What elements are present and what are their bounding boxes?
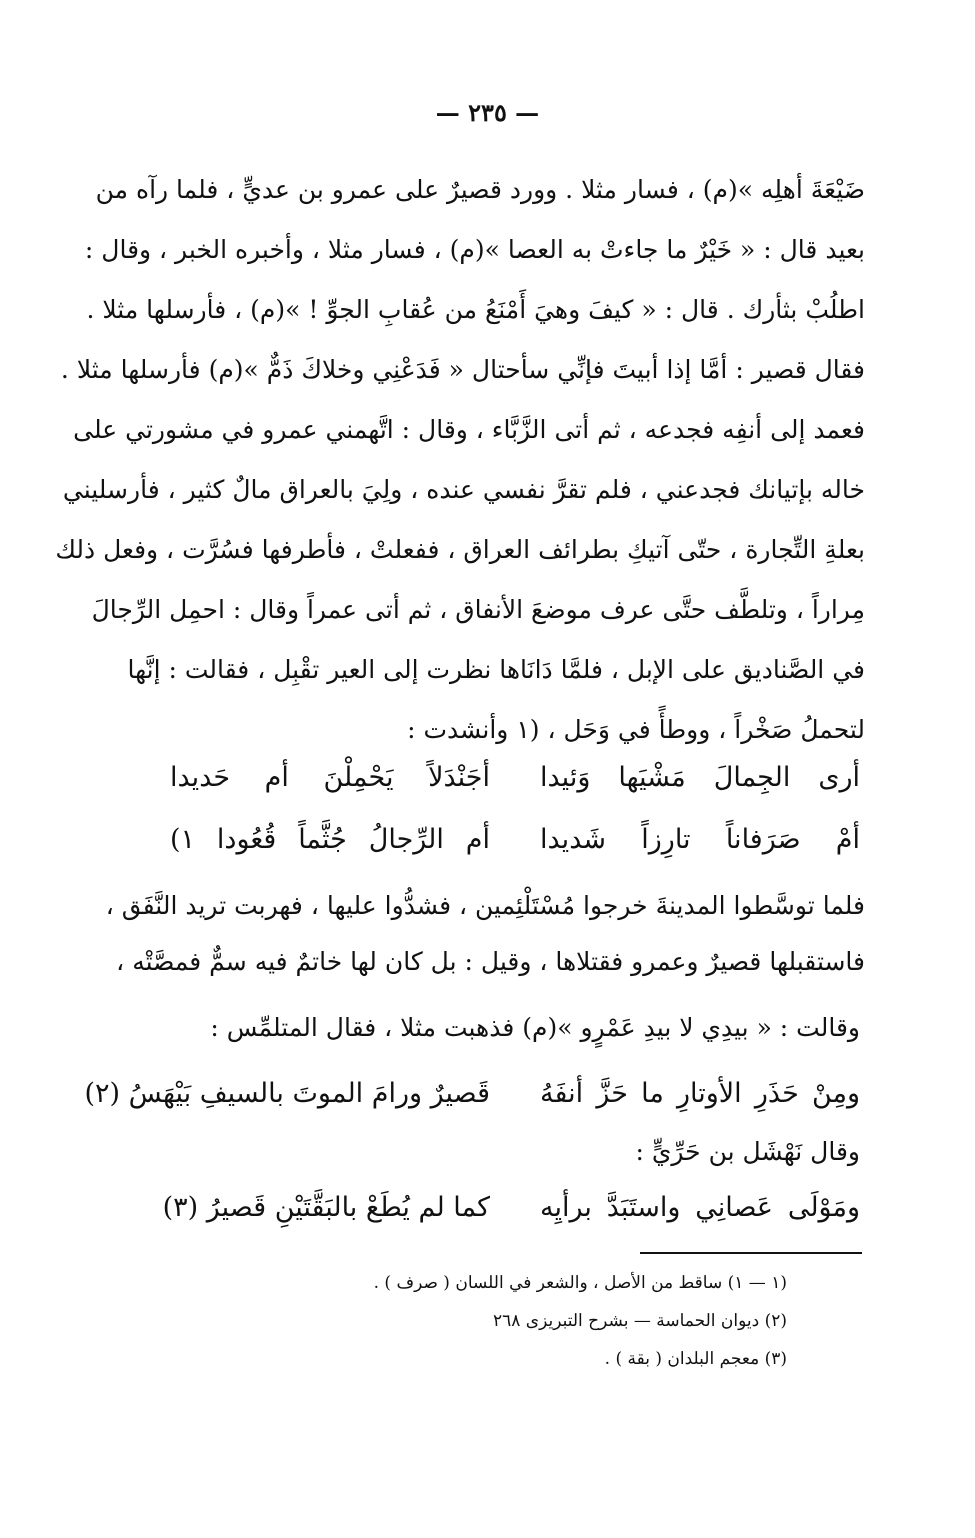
verse-line — [170, 812, 860, 868]
verse-hemistich-second: أجَنْدَلاً يَحْمِلْنَ أم حَديدا — [170, 762, 490, 793]
footnote-divider — [640, 1252, 862, 1254]
verse-hemistich-second: كما لم يُطَعْ بالبَقَّتَيْنِ قَصيرُ (٣) — [162, 1192, 490, 1223]
text-line: مِراراً ، وتلطَّف حتَّى عرف موضعَ الأنفاق ، ثم أتى عمراً وقال : احمِل الرِّجالَ — [91, 595, 865, 624]
verse-hemistich-first: أرى الجِمالَ مَشْيَها وَئيدا — [540, 762, 860, 793]
verse-line — [162, 1180, 860, 1236]
text-line: لتحملُ صَخْراً ، ووطأً في وَحَل ، (١ وأنشدت : — [407, 715, 865, 744]
text-line: وقال نَهْشَل بن حَرِّيٍّ : — [635, 1137, 860, 1166]
text-line: بعلةِ التِّجارة ، حتّى آتيكِ بطرائف العراق ، ففعلتْ ، فأطرفها فسُرَّت ، وفعل ذلك — [55, 535, 865, 564]
text-line: وقالت : « بيدِي لا بيدِ عَمْرٍو »(م) فذهبت مثلا ، فقال المتلمِّس : — [210, 1013, 860, 1042]
text-line: في الصَّناديق على الإبل ، فلمَّا دَانَاها نظرت إلى العير تقْبِل ، فقالت : إنَّها — [127, 655, 865, 684]
verse-hemistich-second: أم الرِّجالُ جُثَّماً قُعُودا ١) — [170, 824, 490, 855]
footnote-item: (١ — ١) ساقط من الأصل ، والشعر في اللسان ( صرف ) . — [373, 1273, 787, 1293]
text-line: بعيد قال : « خَيْرٌ ما جاءتْ به العصا »(م) ، فسار مثلا ، وأخبره الخبر ، وقال : — [84, 235, 865, 264]
footnote-item: (٢) ديوان الحماسة — بشرح التبريزى ٢٦٨ — [493, 1311, 787, 1331]
text-line: فلما توسَّطوا المدينةَ خرجوا مُسْتَلْئِمين ، فشدُّوا عليها ، فهربت تريد النَّفَق ، — [105, 891, 865, 920]
verse-line — [84, 1066, 860, 1122]
footnote-item: (٣) معجم البلدان ( بقة ) . — [604, 1349, 787, 1369]
paragraph-second — [105, 878, 865, 990]
verse-hemistich-first: ومِنْ حَذَرِ الأوتارِ ما حَزَّ أنفَهُ — [540, 1078, 860, 1109]
footnotes — [287, 1264, 787, 1378]
verse-hemistich-first: ومَوْلَى عَصانِي واستَبَدَّ برأيِه — [540, 1192, 860, 1223]
text-line: خاله بإتيانك فجدعني ، فلم تقرَّ نفسي عنده ، ولِيَ بالعراق مالٌ كثير ، فأرسليني — [62, 475, 865, 504]
text-line: فعمد إلى أنفِه فجدعه ، ثم أتى الزَّبَّاء ، وقال : اتَّهمني عمرو في مشورتي على — [73, 415, 865, 444]
verse-hemistich-first: أمْ صَرَفاناً تارِزاً شَديدا — [540, 824, 860, 855]
text-line: اطلُبْ بثأرك . قال : « كيفَ وهيَ أَمْنَعُ من عُقابِ الجوِّ ! »(م) ، فأرسلها مثلا . — [86, 295, 865, 324]
verse-line — [170, 750, 860, 806]
paragraph-main — [55, 160, 865, 760]
text-line: فقال قصير : أمَّا إذا أبيتَ فإنِّي سأحتال « فَدَعْنِي وخلاكَ ذَمٌّ »(م) فأرسلها مثلا . — [60, 355, 865, 384]
text-line: ضَيْعَةَ أهلِه »(م) ، فسار مثلا . وورد قصيرٌ على عمرو بن عديٍّ ، فلما رآه من — [95, 175, 865, 204]
text-line: فاستقبلها قصيرٌ وعمرو فقتلاها ، وقيل : بل كان لها خاتمٌ فيه سمٌّ فمصَّتْه ، — [116, 947, 865, 976]
page-number: — ٢٣٥ — — [435, 98, 540, 127]
verse-hemistich-second: قَصيرٌ ورامَ الموتَ بالسيفِ بَيْهَسُ (٢) — [84, 1078, 490, 1109]
